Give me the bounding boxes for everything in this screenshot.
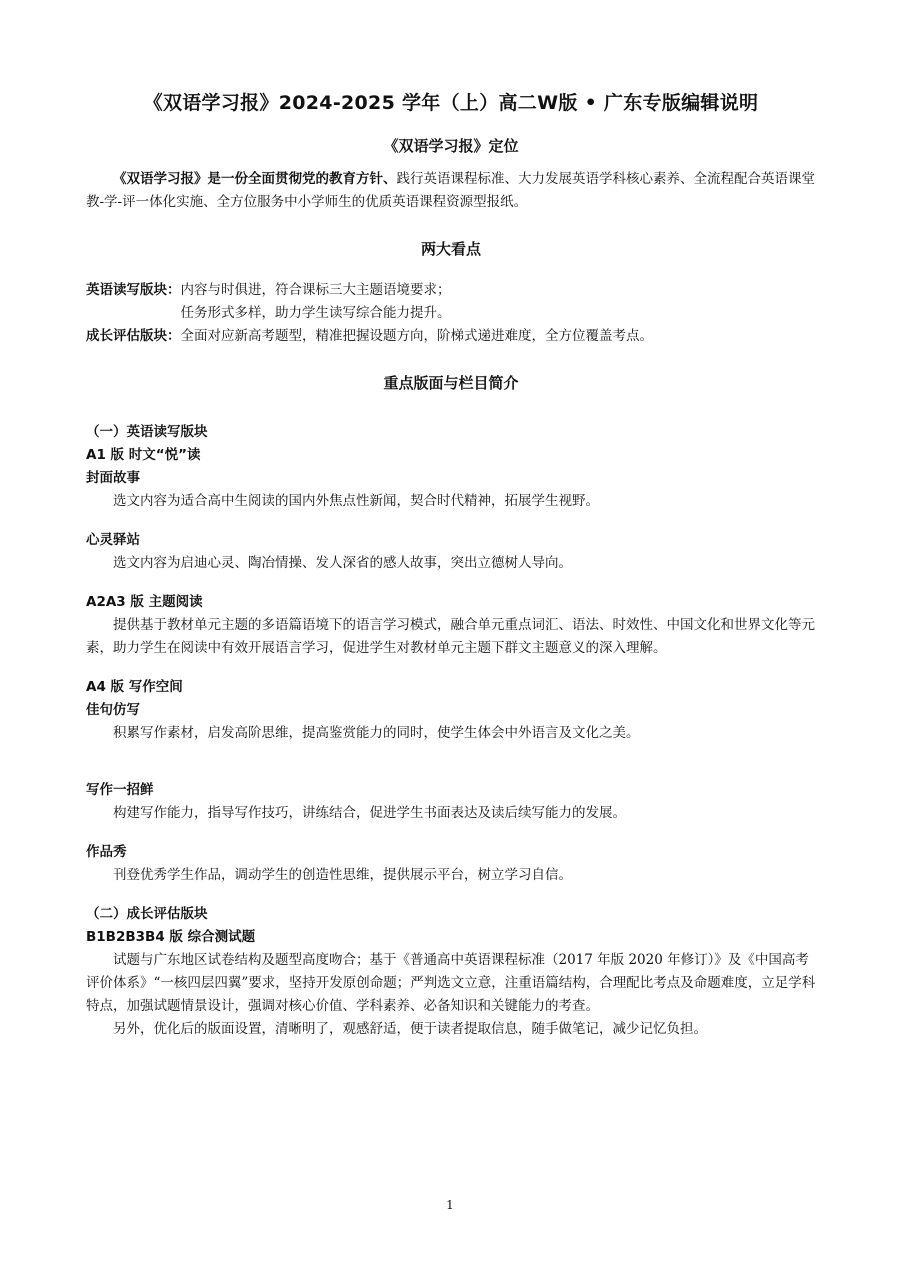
positioning-paragraph bbox=[86, 168, 816, 214]
column-soul-station-text: 选文内容为启迪心灵、陶冶情操、发人深省的感人故事，突出立德树人导向。 bbox=[113, 555, 572, 571]
column-writing-tip-text: 构建写作能力，指导写作技巧，讲练结合，促进学生书面表达及读后续写能力的发展。 bbox=[113, 805, 626, 821]
column-soul-station-title: 心灵驿站 bbox=[86, 532, 140, 548]
positioning-body: 践行英语课程标准、大力发展英语学科核心素养、全流程配合英语课堂教-学-评一体化实施、全方位服务中小学师生的优质英语课程资源型报纸。 bbox=[86, 171, 815, 210]
highlight-line: 内容与时俱进，符合课标三大主题语境要求； bbox=[180, 282, 451, 298]
column-cover-story-title: 封面故事 bbox=[86, 470, 140, 486]
edition-a2a3-text: 提供基于教材单元主题的多语篇语境下的语言学习模式，融合单元重点词汇、语法、时效性、中国文化和世界文化等元素，助力学生在阅读中有效开展语言学习，促进学生对教材单元主题下群文主题意义的深入理解。 bbox=[86, 617, 815, 656]
highlight-reading-writing bbox=[86, 279, 816, 325]
highlight-assessment bbox=[86, 325, 816, 348]
edition-a4-title: A4 版 写作空间 bbox=[86, 679, 183, 695]
page-number: 1 bbox=[446, 1198, 454, 1212]
column-showcase-title: 作品秀 bbox=[86, 844, 127, 860]
highlight-label: 英语读写版块： bbox=[86, 282, 181, 298]
highlights-heading: 两大看点 bbox=[420, 240, 481, 258]
column-writing-tip-title: 写作一招鲜 bbox=[86, 782, 154, 798]
edition-a2a3-title: A2A3 版 主题阅读 bbox=[86, 594, 203, 610]
positioning-heading: 《双语学习报》定位 bbox=[383, 137, 519, 155]
group-reading-writing-title: （一）英语读写版块 bbox=[86, 424, 208, 440]
edition-b-title: B1B2B3B4 版 综合测试题 bbox=[86, 929, 256, 945]
column-sentence-imitation-title: 佳句仿写 bbox=[86, 702, 140, 718]
highlight-label: 成长评估版块： bbox=[86, 328, 181, 344]
positioning-lead: 《双语学习报》是一份全面贯彻党的教育方针、 bbox=[113, 171, 397, 187]
edition-b-text: 试题与广东地区试卷结构及题型高度吻合；基于《普通高中英语课程标准（2017 年版 2020 年修订）》及《中国高考评价体系》“一核四层四翼”要求，坚持开发原创命题；严判选文立意，注重语篇结构，合理配比考点及命题难度，立足学科特点，加强试题情景设计，强调对核心价值、学科素养、必备知识和关键能力的考查。 bbox=[86, 952, 816, 1014]
column-sentence-imitation-text: 积累写作素材，启发高阶思维，提高鉴赏能力的同时，使学生体会中外语言及文化之美。 bbox=[113, 725, 640, 741]
edition-b-note: 另外，优化后的版面设置，清晰明了，观感舒适，便于读者提取信息，随手做笔记，减少记忆负担。 bbox=[113, 1021, 707, 1037]
highlight-line: 全面对应新高考题型，精准把握设题方向，阶梯式递进难度，全方位覆盖考点。 bbox=[180, 328, 653, 344]
column-showcase-text: 刊登优秀学生作品，调动学生的创造性思维，提供展示平台，树立学习自信。 bbox=[113, 867, 572, 883]
sections-heading: 重点版面与栏目简介 bbox=[383, 374, 519, 392]
edition-a1-title: A1 版 时文“悦”读 bbox=[86, 447, 201, 463]
document-title: 《双语学习报》2024-2025 学年（上）高二W版 • 广东专版编辑说明 bbox=[143, 92, 759, 114]
document-page bbox=[86, 88, 816, 1041]
group-assessment-title: （二）成长评估版块 bbox=[86, 906, 208, 922]
column-cover-story-text: 选文内容为适合高中生阅读的国内外焦点性新闻，契合时代精神，拓展学生视野。 bbox=[113, 493, 599, 509]
highlight-line: 任务形式多样，助力学生读写综合能力提升。 bbox=[180, 305, 451, 321]
